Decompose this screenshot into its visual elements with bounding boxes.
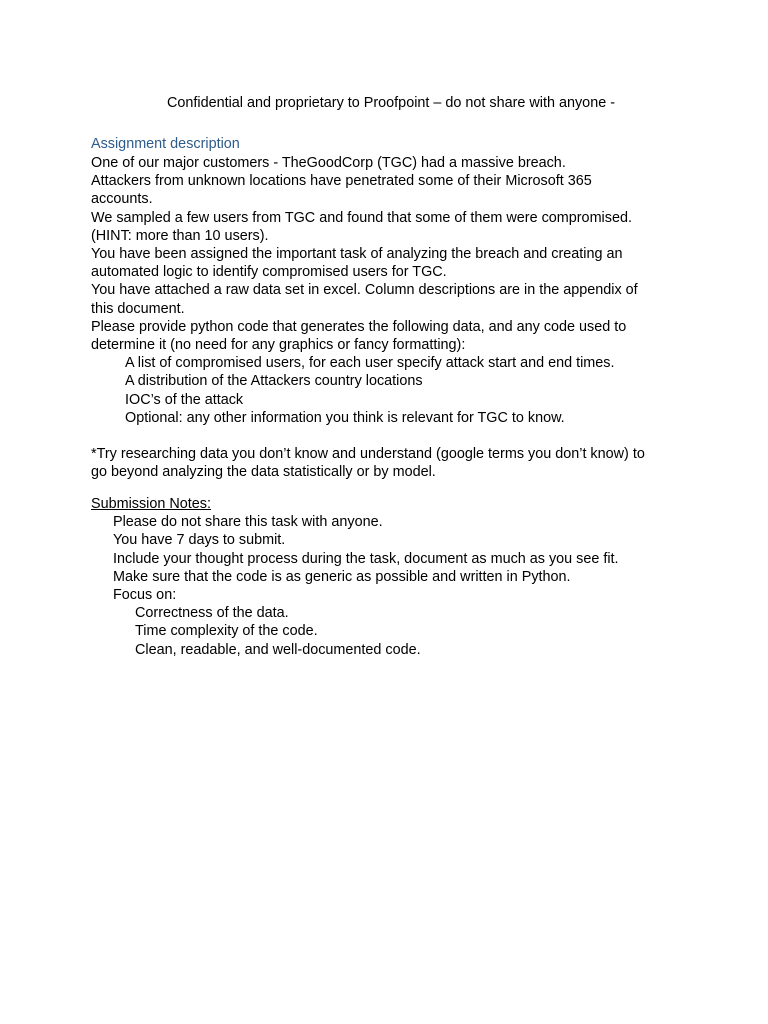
submission-note: Include your thought process during the task, document as much as you see fit. — [113, 550, 619, 567]
body-line: Please provide python code that generates the following data, and any code used to — [91, 318, 627, 335]
paragraph-spacer — [91, 427, 691, 445]
confidential-notice: Confidential and proprietary to Proofpoint – do not share with anyone - — [167, 95, 615, 111]
submission-note: Focus on: — [113, 587, 177, 604]
deliverable-item: IOC’s of the attack — [125, 391, 244, 408]
body-line: accounts. — [91, 191, 153, 208]
body-line: (HINT: more than 10 users). — [91, 227, 269, 244]
focus-item: Correctness of the data. — [135, 605, 289, 622]
body-line: We sampled a few users from TGC and found that some of them were compromised. — [91, 209, 632, 226]
assignment-heading: Assignment description — [91, 136, 240, 152]
body-line: Attackers from unknown locations have penetrated some of their Microsoft 365 — [91, 173, 592, 190]
submission-notes — [91, 495, 691, 659]
body-line: this document. — [91, 300, 185, 317]
body-line: One of our major customers - TheGoodCorp (TGC) had a massive breach. — [91, 155, 566, 171]
tip-line: *Try researching data you don’t know and understand (google terms you don’t know) to — [91, 446, 645, 463]
focus-item: Clean, readable, and well-documented code. — [135, 641, 421, 658]
tip-line: go beyond analyzing the data statistically or by model. — [91, 464, 436, 481]
body-line: You have been assigned the important task of analyzing the breach and creating an — [91, 246, 623, 263]
focus-item: Time complexity of the code. — [135, 623, 318, 640]
submission-title: Submission Notes: — [91, 496, 211, 512]
assignment-body — [91, 154, 691, 482]
deliverable-item: Optional: any other information you think is relevant for TGC to know. — [125, 409, 565, 426]
submission-note: You have 7 days to submit. — [113, 532, 286, 549]
body-line: determine it (no need for any graphics or fancy formatting): — [91, 337, 466, 354]
submission-note: Please do not share this task with anyone. — [113, 514, 383, 531]
deliverable-item: A distribution of the Attackers country locations — [125, 373, 423, 390]
deliverable-item: A list of compromised users, for each user specify attack start and end times. — [125, 355, 615, 372]
body-line: You have attached a raw data set in excel. Column descriptions are in the appendix of — [91, 282, 638, 299]
body-line: automated logic to identify compromised users for TGC. — [91, 264, 447, 281]
submission-note: Make sure that the code is as generic as possible and written in Python. — [113, 568, 571, 585]
